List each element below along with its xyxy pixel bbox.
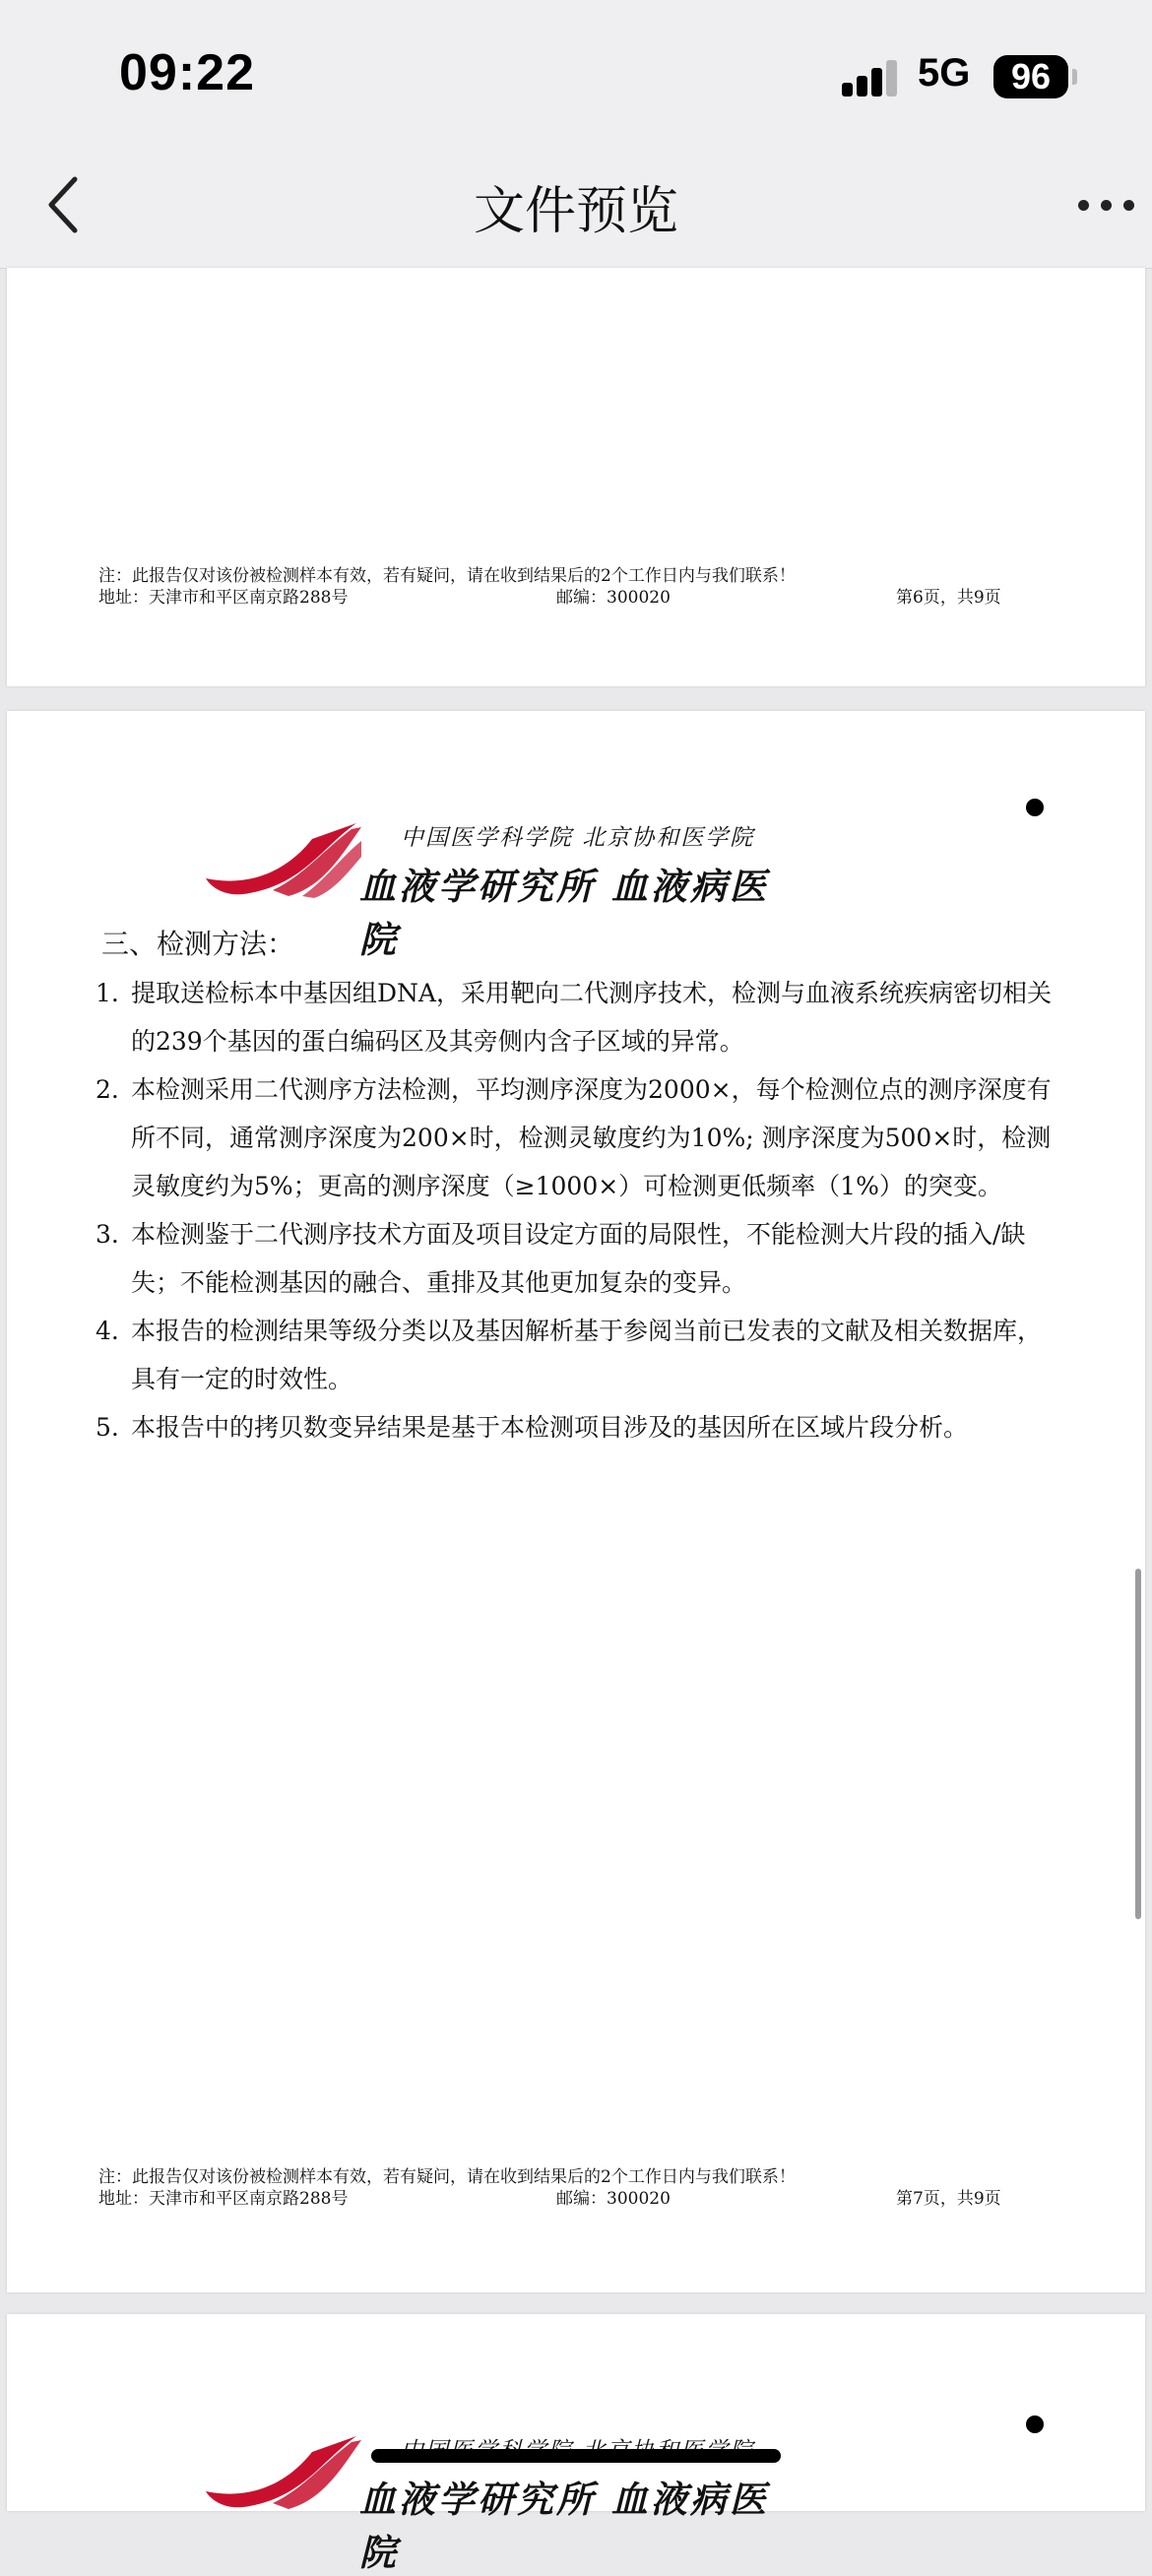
footer-note: 注：此报告仅对该份被检测样本有效，若有疑问，请在收到结果后的2个工作日内与我们联系！ [98,2167,796,2187]
method-item: 5. 本报告中的拷贝数变异结果是基于本检测项目涉及的基因所在区域片段分析。 [96,1413,969,1442]
institute-logo-mark [204,817,361,906]
document-page-7 [7,711,1145,2292]
method-list [96,969,1065,1451]
status-time: 09:22 [119,44,255,101]
institute-logo-mark [204,2430,361,2519]
footer-zip: 邮编：300020 [556,2189,671,2209]
section-title: 三、检测方法： [101,928,295,960]
logo-text-line2: 血液学研究所 血液病医院 [359,865,769,961]
home-indicator[interactable] [371,2449,781,2463]
footer-note: 注：此报告仅对该份被检测样本有效，若有疑问，请在收到结果后的2个工作日内与我们联系！ [98,566,796,586]
page-marker-dot [1026,2415,1044,2433]
navigation-bar [0,148,1152,269]
more-button[interactable] [1078,195,1147,225]
page-title: 文件预览 [473,182,678,241]
method-item: 1. 提取送检标本中基因组DNA，采用靶向二代测序技术，检测与血液系统疾病密切相关的239个基因的蛋白编码区及其旁侧内含子区域的异常。 [96,979,1052,1056]
page-footer [98,2166,1004,2210]
footer-address: 地址：天津市和平区南京路288号 [98,588,349,608]
document-page-8 [7,2314,1145,2574]
page-footer [98,565,1004,609]
footer-zip: 邮编：300020 [556,588,671,608]
logo-text-line2: 血液学研究所 血液病医院 [359,2478,769,2574]
document-page-6 [7,268,1145,686]
battery-cap [1072,69,1077,85]
footer-address: 地址：天津市和平区南京路288号 [98,2189,349,2209]
footer-page-number: 第7页，共9页 [896,2189,1001,2209]
cellular-signal-icon [842,57,901,97]
network-type: 5G [918,51,971,95]
battery-icon: 96 [993,55,1068,98]
status-bar [0,0,1152,148]
scrollbar[interactable] [1135,1569,1141,1919]
method-item: 3. 本检测鉴于二代测序技术方面及项目设定方面的局限性，不能检测大片段的插入/缺失；不能检测基因的融合、重排及其他更加复杂的变异。 [96,1220,1026,1297]
method-item: 4. 本报告的检测结果等级分类以及基因解析基于参阅当前已发表的文献及相关数据库，具有一定的时效性。 [96,1317,1043,1393]
institute-logo [204,2430,795,2574]
footer-page-number: 第6页，共9页 [896,588,1001,608]
page-marker-dot [1026,799,1044,816]
institute-logo [204,817,795,961]
logo-text-line1: 中国医学科学院 北京协和医学院 [401,825,755,851]
method-item: 2. 本检测采用二代测序方法检测，平均测序深度为2000×，每个检测位点的测序深度有所不同，通常测序深度为200×时，检测灵敏度约为10%; 测序深度为500×时，检测灵敏度约为5%；更高的测序深度（≥1000×）可检测更低频率（1%）的突变。 [96,1075,1052,1200]
